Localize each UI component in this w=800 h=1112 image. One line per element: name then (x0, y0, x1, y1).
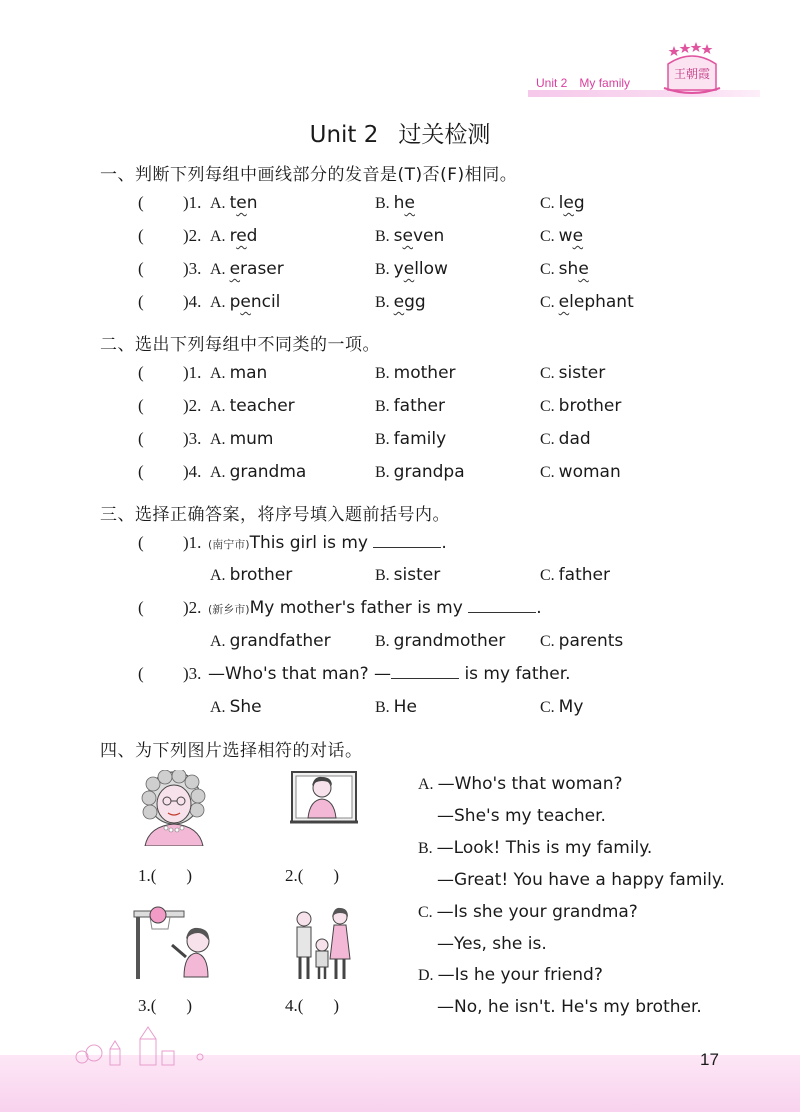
picture-3-label: 3.( ) (138, 996, 193, 1015)
option-a: A. red (210, 226, 258, 246)
option-c: C. My (540, 697, 584, 717)
answer-paren[interactable]: ( (138, 193, 144, 212)
question-stem (0, 598, 800, 624)
section-3-heading: 三、选择正确答案，将序号填入题前括号内。 (100, 505, 450, 525)
option-a: A. man (210, 363, 268, 383)
option-a: A. eraser (210, 259, 284, 279)
question-number: )4. (183, 292, 202, 311)
basketball-boy-icon (128, 905, 216, 981)
option-b: B. grandpa (375, 462, 465, 482)
option-b: B. family (375, 429, 447, 449)
dialog-a-line1: A. —Who's that woman? (418, 774, 623, 794)
source-label: (新乡市) (208, 603, 250, 616)
answer-blank[interactable] (391, 664, 459, 679)
picture-1-label: 1.( ) (138, 866, 193, 885)
answer-blank[interactable] (373, 533, 441, 548)
answer-paren[interactable]: ( (138, 533, 144, 552)
question-number: )3. (183, 664, 202, 683)
question-row (0, 429, 800, 455)
option-c: C. woman (540, 462, 621, 482)
dialog-a-line2: —She's my teacher. (437, 806, 606, 826)
answer-paren[interactable]: ( (138, 664, 144, 683)
option-c: C. we (540, 226, 584, 246)
question-stem (0, 664, 800, 690)
answer-blank[interactable] (468, 598, 536, 613)
section-1-heading: 一、判断下列每组中画线部分的发音是(T)否(F)相同。 (100, 165, 518, 185)
header-unit-label: Unit 2 My family (536, 76, 631, 90)
option-c: C. dad (540, 429, 591, 449)
question-number: )1. (183, 193, 202, 212)
source-label: (南宁市) (208, 538, 250, 551)
section-4-heading: 四、为下列图片选择相符的对话。 (100, 741, 363, 761)
answer-paren[interactable]: ( (138, 363, 144, 382)
dialog-c-line2: —Yes, she is. (437, 934, 547, 954)
header-band (528, 90, 760, 97)
answer-paren[interactable]: ( (138, 462, 144, 481)
option-a: A. grandma (210, 462, 307, 482)
option-c: C. she (540, 259, 589, 279)
option-a: A. ten (210, 193, 258, 213)
option-c: C. leg (540, 193, 585, 213)
question-number: )2. (183, 598, 202, 617)
option-b: B. seven (375, 226, 445, 246)
option-b: B. yellow (375, 259, 448, 279)
option-a: A. pencil (210, 292, 281, 312)
page-number: 17 (700, 1050, 719, 1069)
option-a: A. teacher (210, 396, 295, 416)
option-c: C. sister (540, 363, 606, 383)
question-row (0, 396, 800, 422)
option-c: C. brother (540, 396, 622, 416)
option-b: B. egg (375, 292, 426, 312)
option-c: C. elephant (540, 292, 634, 312)
question-text: (新乡市)My mother's father is my . (208, 598, 542, 618)
option-c: C. parents (540, 631, 624, 651)
question-row (0, 259, 800, 285)
crown-badge-icon (660, 40, 724, 98)
picture-4-label: 4.( ) (285, 996, 340, 1015)
question-text: —Who's that man? — is my father. (208, 664, 571, 684)
question-row (0, 363, 800, 389)
answer-paren[interactable]: ( (138, 396, 144, 415)
dialog-b-line1: B. —Look! This is my family. (418, 838, 653, 858)
page-title: Unit 2 过关检测 (309, 122, 491, 148)
question-number: )4. (183, 462, 202, 481)
question-row (0, 462, 800, 488)
question-row (0, 226, 800, 252)
question-number: )3. (183, 259, 202, 278)
option-b: B. he (375, 193, 415, 213)
question-row (0, 193, 800, 219)
option-c: C. father (540, 565, 610, 585)
question-number: )2. (183, 226, 202, 245)
dialog-d-line1: D. —Is he your friend? (418, 965, 603, 985)
answer-paren[interactable]: ( (138, 292, 144, 311)
answer-paren[interactable]: ( (138, 429, 144, 448)
options-row (0, 697, 800, 723)
question-number: )3. (183, 429, 202, 448)
picture-2-label: 2.( ) (285, 866, 340, 885)
option-b: B. sister (375, 565, 441, 585)
answer-paren[interactable]: ( (138, 598, 144, 617)
question-text: (南宁市)This girl is my . (208, 533, 447, 553)
section-2-heading: 二、选出下列每组中不同类的一项。 (100, 335, 380, 355)
option-a: A. She (210, 697, 262, 717)
castle-decoration-icon (70, 1025, 220, 1070)
svg-text:王朝霞: 王朝霞 (673, 67, 711, 81)
question-stem (0, 533, 800, 559)
dialog-c-line1: C. —Is she your grandma? (418, 902, 638, 922)
option-b: B. father (375, 396, 445, 416)
teacher-icon (290, 770, 358, 828)
grandma-icon (135, 770, 213, 846)
question-number: )2. (183, 396, 202, 415)
answer-paren[interactable]: ( (138, 226, 144, 245)
question-row (0, 292, 800, 318)
question-number: )1. (183, 533, 202, 552)
options-row (0, 631, 800, 657)
family-icon (288, 905, 358, 983)
option-a: A. brother (210, 565, 293, 585)
option-a: A. grandfather (210, 631, 331, 651)
option-b: B. mother (375, 363, 456, 383)
option-b: B. grandmother (375, 631, 506, 651)
dialog-d-line2: —No, he isn't. He's my brother. (437, 997, 702, 1017)
dialog-b-line2: —Great! You have a happy family. (437, 870, 725, 890)
question-number: )1. (183, 363, 202, 382)
answer-paren[interactable]: ( (138, 259, 144, 278)
options-row (0, 565, 800, 591)
option-a: A. mum (210, 429, 274, 449)
option-b: B. He (375, 697, 417, 717)
